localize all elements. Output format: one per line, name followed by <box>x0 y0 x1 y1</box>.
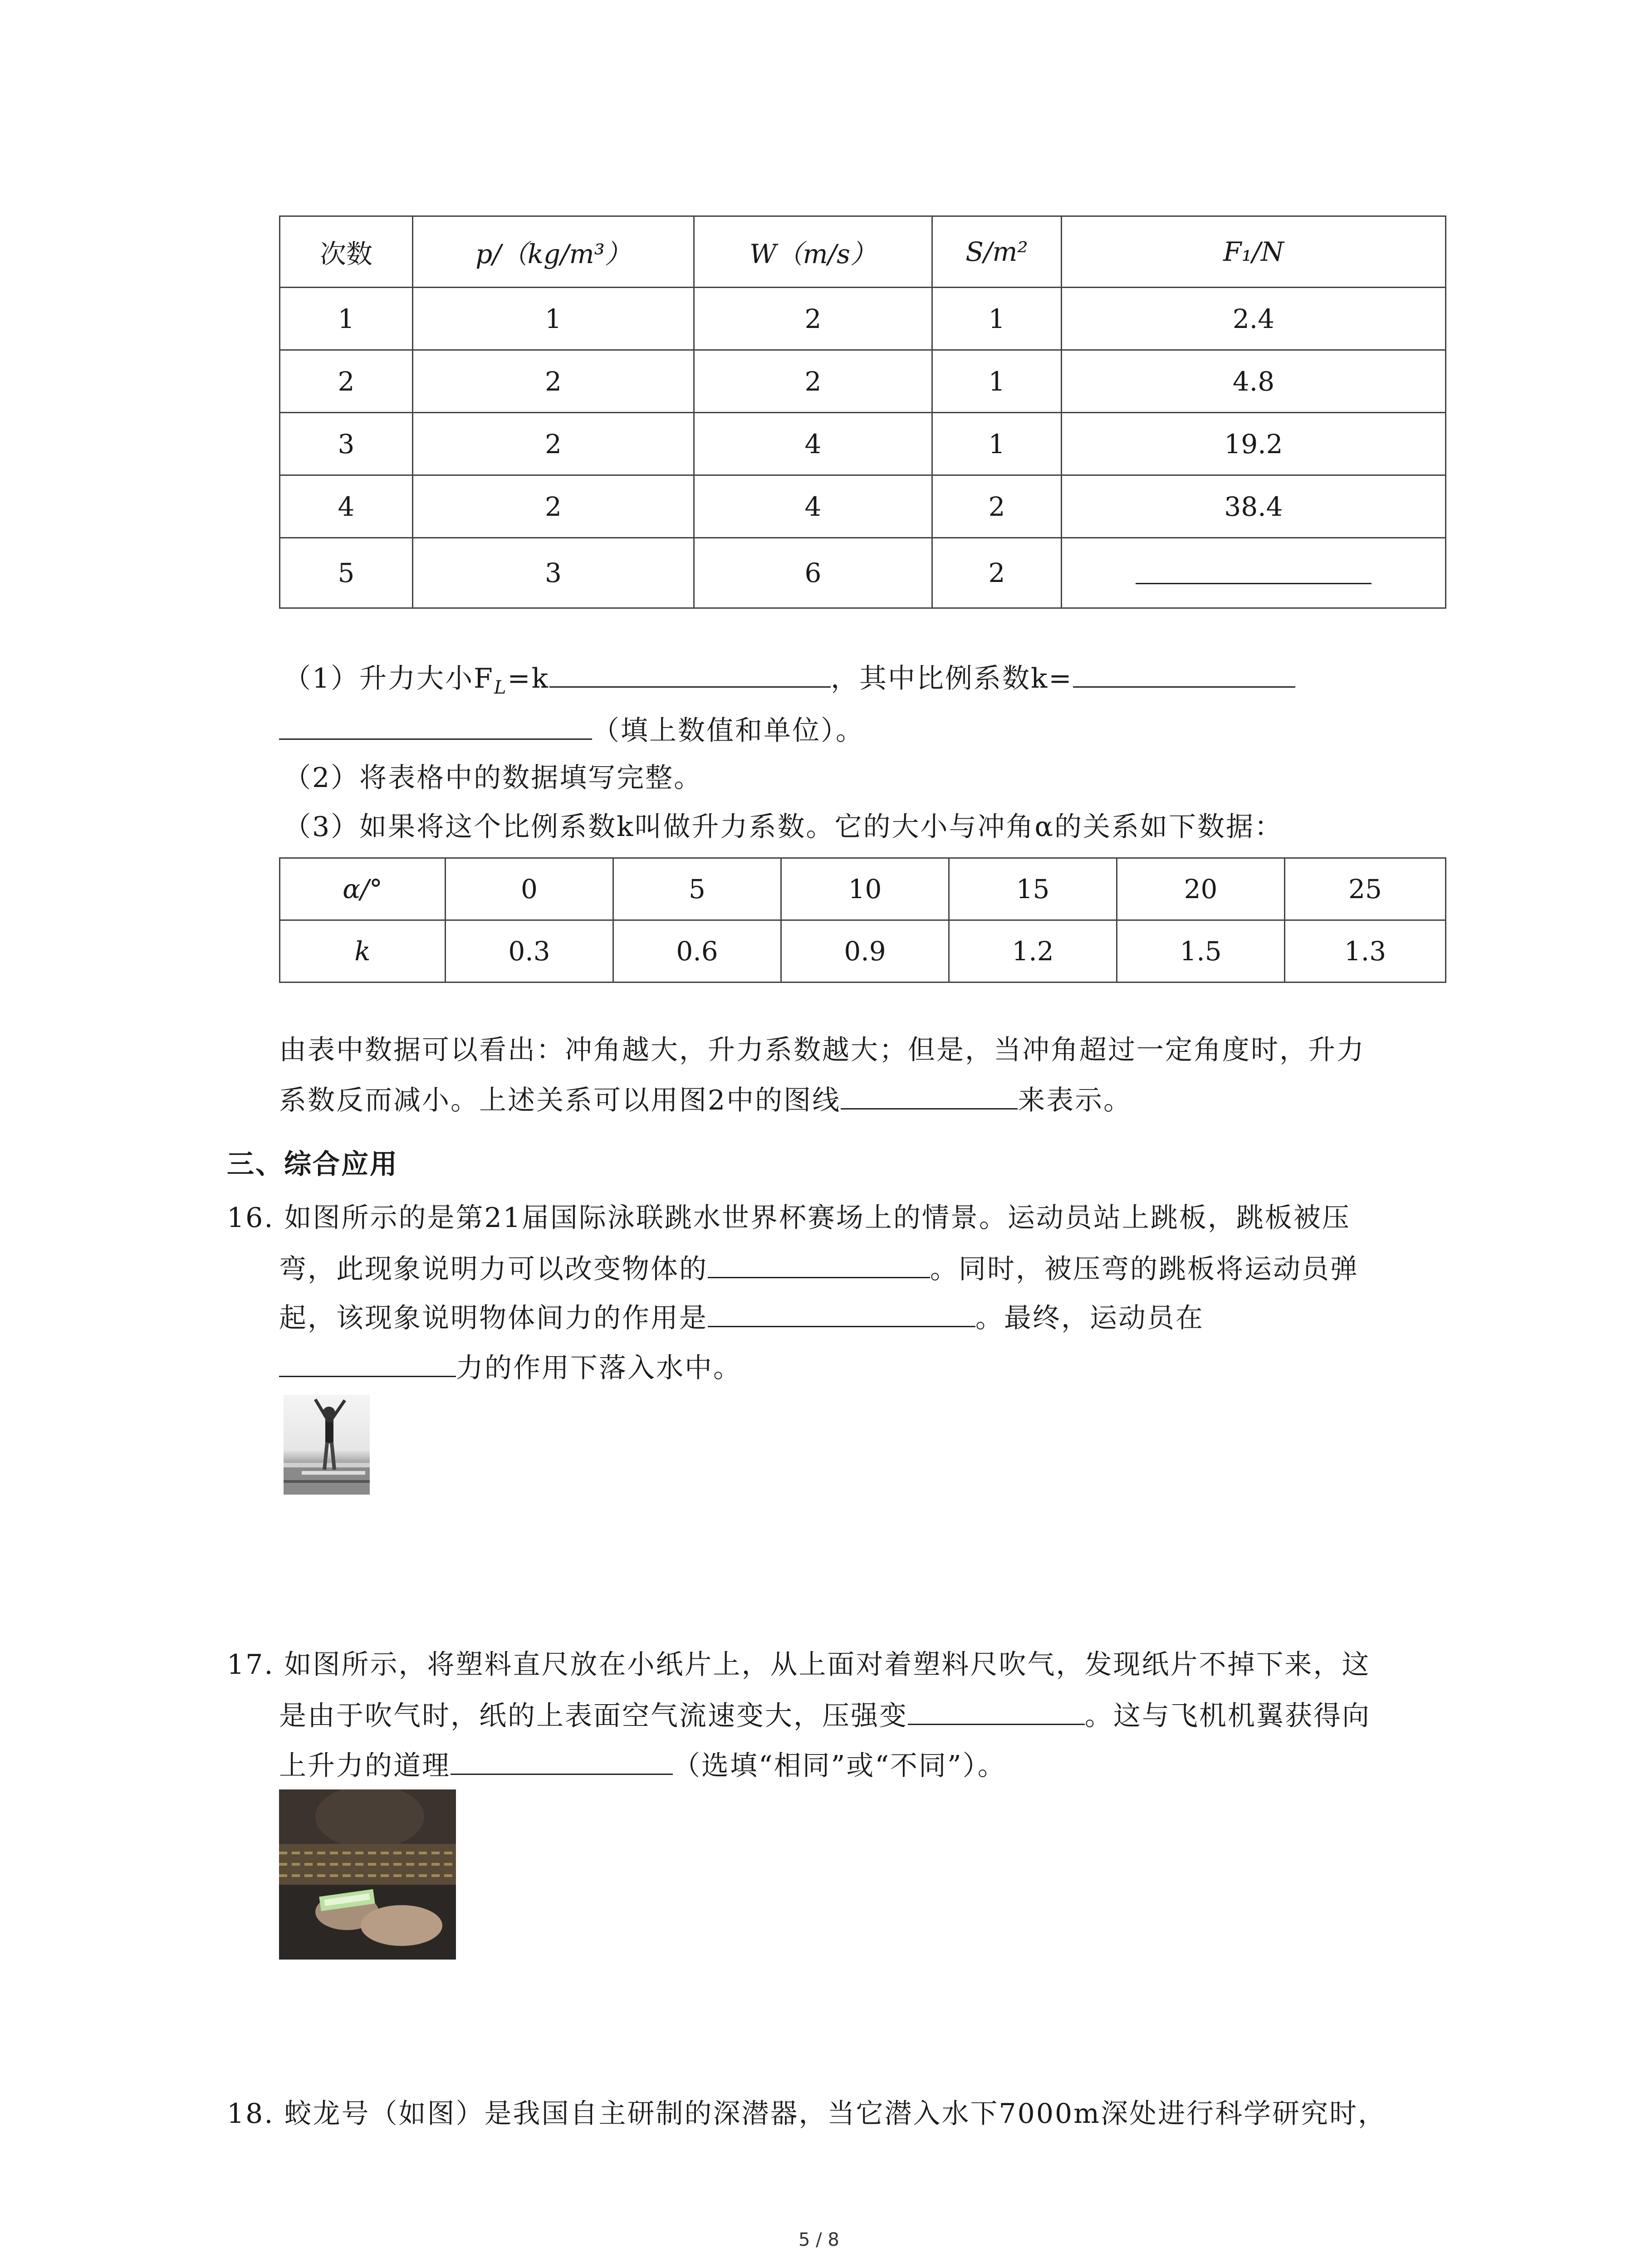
q16-line2 <box>279 1251 1359 1287</box>
table-row <box>280 475 1446 538</box>
q17-text: 是由于吹气时，纸的上表面空气流速变大，压强变 <box>279 1700 908 1732</box>
cell: 1.5 <box>1117 920 1285 982</box>
cell: 2.4 <box>1062 288 1446 350</box>
cell: 2 <box>932 475 1062 538</box>
blowing-paper-photo <box>279 1789 456 1960</box>
q16-line4 <box>279 1349 742 1386</box>
answer-blank-pressure[interactable] <box>908 1697 1085 1725</box>
cell: 19.2 <box>1062 413 1446 475</box>
q1-coefficient-text: ，其中比例系数k= <box>831 663 1073 694</box>
q17-line3 <box>279 1747 1006 1784</box>
conclusion-text-end: 来表示。 <box>1018 1085 1132 1116</box>
answer-blank-coefficient[interactable] <box>1073 660 1295 688</box>
q1-unit-note: （填上数值和单位）。 <box>592 715 864 747</box>
conclusion-text: 系数反而减小。上述关系可以用图2中的图线 <box>279 1085 841 1116</box>
page-number: 5 / 8 <box>798 2229 839 2250</box>
table-row <box>280 538 1446 608</box>
cell: 4 <box>694 475 932 538</box>
q16-text-cont: 。同时，被压弯的跳板将运动员弹 <box>930 1253 1359 1285</box>
table-row <box>280 413 1446 475</box>
cell: 1.2 <box>949 920 1117 982</box>
cell: 0.3 <box>446 920 613 982</box>
cell: 1 <box>280 288 413 350</box>
cell: 2 <box>413 413 694 475</box>
conclusion-line2 <box>279 1082 1132 1119</box>
cell: 0.9 <box>781 920 949 982</box>
header-cell: 5 <box>613 858 781 920</box>
q1-line2 <box>279 712 864 749</box>
q16-line3 <box>279 1300 1204 1336</box>
cell: k <box>280 920 446 982</box>
cell: 1 <box>413 288 694 350</box>
q18-line1: 18. 蛟龙号（如图）是我国自主研制的深潜器，当它潜入水下7000m深处进行科学研究时， <box>227 2098 1387 2130</box>
cell: 2 <box>694 288 932 350</box>
answer-blank-graph-line[interactable] <box>841 1082 1018 1110</box>
q2-line: （2）将表格中的数据填写完整。 <box>284 762 703 794</box>
header-cell: 次数 <box>280 216 413 288</box>
q1-line1 <box>284 660 1295 706</box>
header-cell: α/° <box>280 858 446 920</box>
table-row <box>280 920 1446 982</box>
header-cell: 20 <box>1117 858 1285 920</box>
cell: 2 <box>413 350 694 413</box>
answer-blank-cell[interactable] <box>1062 538 1446 608</box>
diver-photo <box>284 1395 370 1495</box>
q17-text-cont: （选填“相同”或“不同”）。 <box>673 1750 1006 1782</box>
q1-formula: =k <box>507 663 550 694</box>
cell: 1 <box>932 350 1062 413</box>
q1-text: （1）升力大小F <box>284 663 494 694</box>
cell: 3 <box>280 413 413 475</box>
cell: 2 <box>280 350 413 413</box>
cell: 2 <box>694 350 932 413</box>
header-cell: 10 <box>781 858 949 920</box>
q3-line: （3）如果将这个比例系数k叫做升力系数。它的大小与冲角α的关系如下数据： <box>284 811 1283 843</box>
answer-blank-coefficient-cont[interactable] <box>279 712 592 740</box>
q16-text: 起，该现象说明物体间力的作用是 <box>279 1302 708 1334</box>
header-cell: 25 <box>1285 858 1446 920</box>
q16-line1: 16. 如图所示的是第21届国际泳联跳水世界杯赛场上的情景。运动员站上跳板，跳板被压 <box>227 1202 1351 1234</box>
header-cell: p/（kg/m³） <box>413 216 694 288</box>
cell: 2 <box>413 475 694 538</box>
blowing-experiment-icon <box>279 1789 456 1960</box>
subscript-l: L <box>494 677 508 698</box>
cell: 4.8 <box>1062 350 1446 413</box>
cell: 3 <box>413 538 694 608</box>
header-cell: S/m² <box>932 216 1062 288</box>
answer-blank-same-different[interactable] <box>451 1747 673 1775</box>
table-row <box>280 288 1446 350</box>
cell: 6 <box>694 538 932 608</box>
section-heading: 三、综合应用 <box>227 1149 398 1180</box>
answer-blank-shape[interactable] <box>708 1251 930 1278</box>
cell: 2 <box>932 538 1062 608</box>
q17-line2 <box>279 1697 1371 1734</box>
q17-text: 上升力的道理 <box>279 1750 451 1782</box>
q17-text-cont: 。这与飞机机翼获得向 <box>1085 1700 1371 1732</box>
q16-text: 弯，此现象说明力可以改变物体的 <box>279 1253 708 1285</box>
cell: 5 <box>280 538 413 608</box>
q17-line1: 17. 如图所示，将塑料直尺放在小纸片上，从上面对着塑料尺吹气，发现纸片不掉下来，这 <box>227 1649 1371 1681</box>
cell: 4 <box>694 413 932 475</box>
data-table-1 <box>279 215 1446 609</box>
header-cell: F₁/N <box>1062 216 1446 288</box>
table-header-row <box>280 216 1446 288</box>
diver-figure-icon <box>284 1395 370 1495</box>
answer-blank[interactable] <box>1136 556 1372 584</box>
cell: 4 <box>280 475 413 538</box>
q16-text-cont: 。最终，运动员在 <box>975 1302 1204 1334</box>
table-row <box>280 350 1446 413</box>
header-cell: W（m/s） <box>694 216 932 288</box>
answer-blank-formula[interactable] <box>549 660 831 688</box>
cell: 0.6 <box>613 920 781 982</box>
answer-blank-force[interactable] <box>279 1349 456 1377</box>
cell: 1 <box>932 413 1062 475</box>
header-cell: 0 <box>446 858 613 920</box>
q16-text-end: 力的作用下落入水中。 <box>456 1352 742 1384</box>
cell: 1.3 <box>1285 920 1446 982</box>
cell: 1 <box>932 288 1062 350</box>
conclusion-line1: 由表中数据可以看出：冲角越大，升力系数越大；但是，当冲角超过一定角度时，升力 <box>279 1034 1365 1066</box>
data-table-2 <box>279 857 1446 983</box>
table-header-row <box>280 858 1446 920</box>
cell: 38.4 <box>1062 475 1446 538</box>
answer-blank-interaction[interactable] <box>708 1300 975 1327</box>
header-cell: 15 <box>949 858 1117 920</box>
